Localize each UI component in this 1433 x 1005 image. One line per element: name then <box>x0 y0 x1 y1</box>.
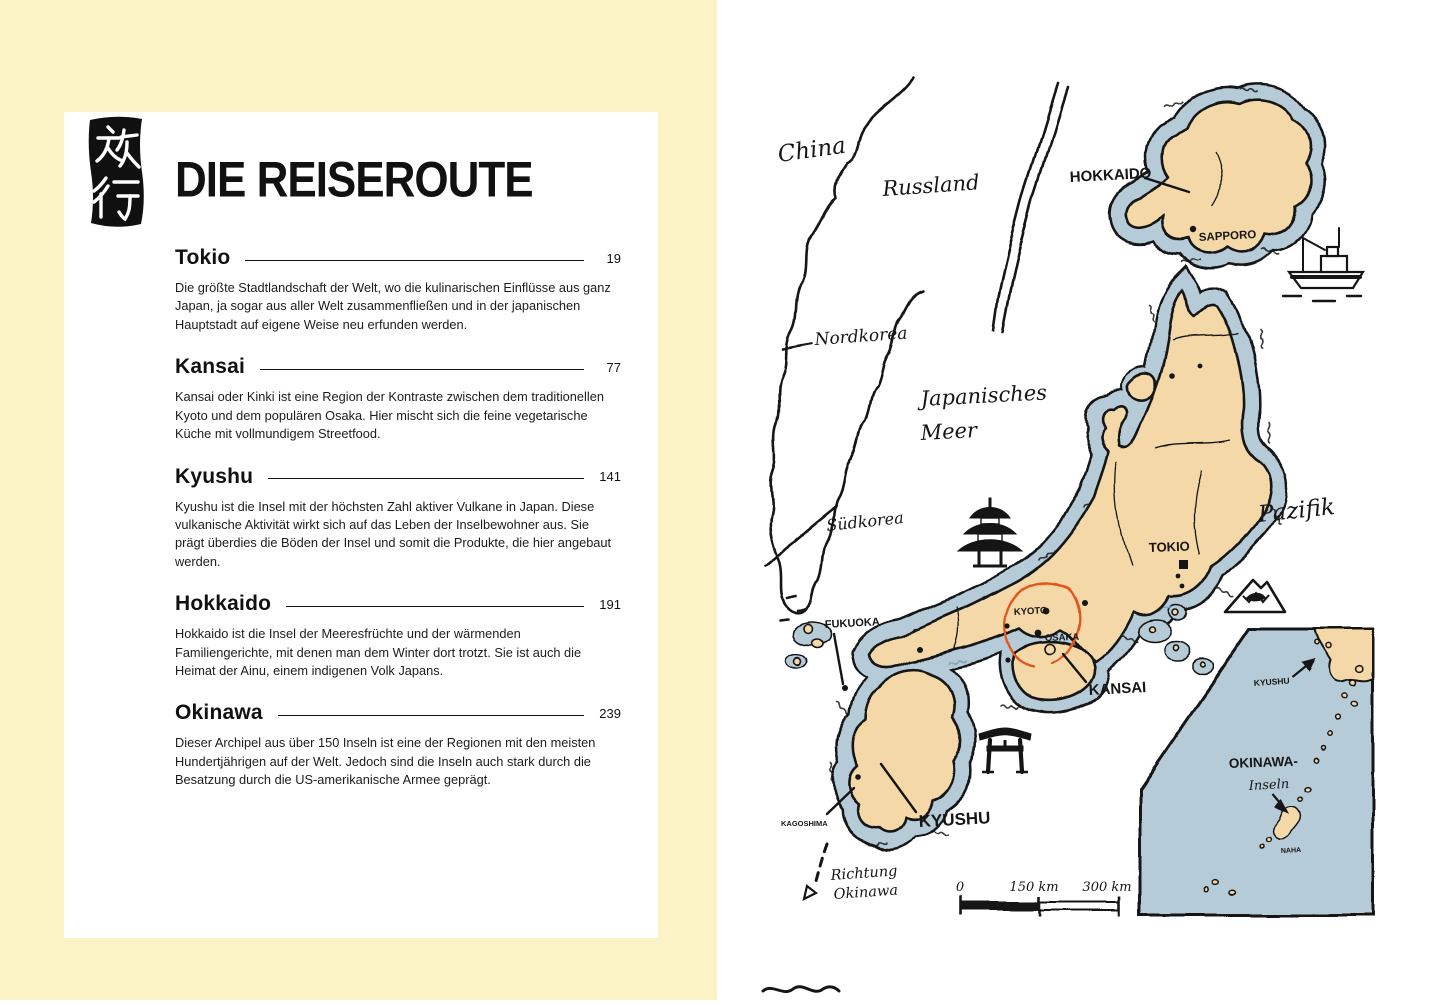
label-russland: Russland <box>881 170 981 201</box>
leader-rule <box>286 606 584 607</box>
toc-entry <box>175 246 621 334</box>
label-hokkaido: HOKKAIDO <box>1069 164 1152 186</box>
leader-rule <box>245 260 584 261</box>
label-kyoto: KYOTO <box>1013 605 1048 618</box>
label-kansai: KANSAI <box>1088 679 1147 699</box>
sapporo-dot <box>1190 226 1196 232</box>
scale-label-start: 0 <box>955 880 965 895</box>
page-title: DIE REISEROUTE <box>175 152 533 208</box>
toc-entry <box>175 355 621 443</box>
torii-gate-icon <box>979 728 1031 772</box>
toc-entry-title: Okinawa <box>175 701 263 725</box>
label-naha: NAHA <box>1280 846 1302 855</box>
leader-rule <box>278 715 584 716</box>
toc-entry-description: Hokkaido ist die Insel der Meeresfrüchte und der wärmenden Familiengerichte, mit denen man dem Winter dort trotzt. Sie ist auch die Heimat der Ainu, einem indigenen Volk Japans. <box>175 626 582 679</box>
toc-entry <box>175 592 621 680</box>
pagoda-icon <box>958 498 1022 566</box>
toc-entry-description: Dieser Archipel aus über 150 Inseln ist eine der Regionen mit den meisten Hundertjährigen auf der Welt. Jedoch sind die Inseln auch stark durch die Besatzung durch die US-amerikanische Armee geprägt. <box>175 735 596 788</box>
toc-entry-title: Kyushu <box>175 464 254 488</box>
okinawa-direction-arrow <box>804 844 827 899</box>
label-nordkorea: Nordkorea <box>813 323 909 350</box>
tokio-square <box>1179 560 1188 569</box>
label-fukuoka: FUKUOKA <box>824 616 881 631</box>
toc-entry-page-number: 77 <box>606 359 621 375</box>
okinawa-inset <box>1140 628 1373 915</box>
toc-entry-page-number: 191 <box>599 596 621 612</box>
label-richtung: Richtung <box>830 863 898 884</box>
kagoshima-dot <box>855 774 861 780</box>
label-pazifik: Pazifik <box>1256 494 1337 528</box>
toc-entry-page-number: 19 <box>606 250 621 266</box>
label-osaka: OSAKA <box>1044 631 1080 644</box>
leader-rule <box>260 369 584 370</box>
label-japanisches-meer: Japanisches <box>920 380 1048 411</box>
label-richtung-okinawa: Okinawa <box>833 882 899 903</box>
toc-entry-title: Kansai <box>175 355 246 379</box>
wave-doodle <box>763 987 839 992</box>
toc-entry-description: Kyushu ist die Insel mit der höchsten Zahl aktiver Vulkane in Japan. Diese vulkanische Aktivität wirkt sich auf das Leben der Inselbewohner aus. Sie prägt überdies die Böden der Insel und somit die Produkte, die hier angebaut werden. <box>175 498 612 569</box>
label-japanisches-meer-2: Meer <box>920 418 978 445</box>
map-page <box>717 0 1433 1000</box>
toc-entry-page-number: 239 <box>599 705 621 721</box>
label-inset-kyushu: KYUSHU <box>1253 675 1290 688</box>
travel-stamp-icon <box>84 114 148 230</box>
toc-entry-description: Kansai oder Kinki ist eine Region der Kontraste zwischen dem traditionellen Kyoto und dem populären Osaka. Hier mischt sich die feine vegetarische Küche mit vollmundigem Streetfood. <box>175 389 604 442</box>
toc-entry <box>175 465 621 572</box>
toc-page <box>64 112 658 938</box>
label-kagoshima: KAGOSHIMA <box>781 819 828 828</box>
toc-entry-page-number: 141 <box>599 469 621 485</box>
toc-entry-description: Die größte Stadtlandschaft der Welt, wo die kulinarischen Einflüsse aus ganz Japan, ja sogar aus aller Welt zusammenfließen und in der japanischen Hauptstadt auf eigene Weise neu erfunden werden. <box>175 280 611 332</box>
label-tokio: TOKIO <box>1148 538 1191 555</box>
toc-entry <box>175 701 621 789</box>
japan-map-illustration <box>717 0 1433 1000</box>
label-okinawa-inseln-2: Inseln <box>1248 776 1290 794</box>
label-okinawa-inseln: OKINAWA- <box>1228 753 1299 771</box>
label-sapporo: SAPPORO <box>1198 229 1257 244</box>
leader-rule <box>268 478 584 479</box>
label-kyushu: KYUSHU <box>918 808 991 831</box>
toc-entry-title: Tokio <box>175 246 231 269</box>
osaka-dot <box>1035 630 1042 637</box>
label-china: China <box>776 132 848 168</box>
scale-label-end: 300 km <box>1082 880 1132 895</box>
label-suedkorea: Südkorea <box>825 507 905 535</box>
table-of-contents <box>175 246 621 811</box>
scale-label-mid: 150 km <box>1009 880 1059 895</box>
map-scale-bar <box>960 896 1120 916</box>
toc-entry-title: Hokkaido <box>175 592 272 616</box>
fukuoka-dot <box>842 685 848 691</box>
mount-fuji-icon <box>1225 580 1285 612</box>
